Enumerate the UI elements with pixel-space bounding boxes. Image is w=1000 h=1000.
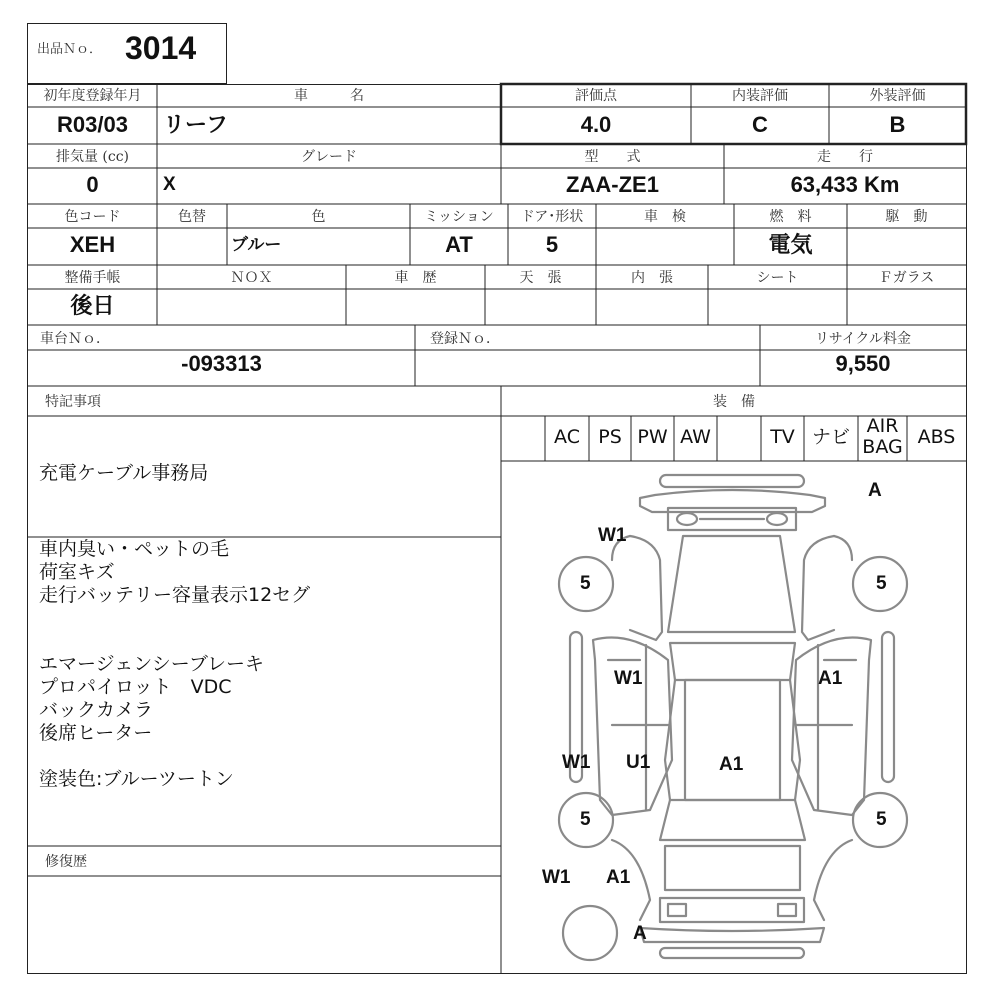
- maintenance-label: 整備手帳: [64, 270, 121, 286]
- mark-front-tire-right: 5: [876, 573, 887, 594]
- mark-rear-left-2: A1: [606, 867, 631, 888]
- color-code-value: XEH: [69, 232, 116, 257]
- mark-front-tire-left: 5: [580, 573, 591, 594]
- model-value: ZAA-ZE1: [566, 172, 659, 197]
- color-change-label: 色替: [178, 209, 206, 225]
- displacement-label: 排気量 (cc): [55, 149, 130, 165]
- door-label: ドア･形状: [520, 209, 584, 225]
- equipment-pw: PW: [637, 426, 668, 448]
- mark-front-door-right: A1: [818, 668, 843, 689]
- color-code-label: 色コード: [64, 209, 121, 225]
- notes-line: 塗装色:ブルーツートン: [39, 768, 234, 790]
- first-reg-value: R03/03: [57, 112, 128, 137]
- mark-rear-bumper: A: [633, 923, 647, 944]
- inspection-label: 車 検: [644, 209, 686, 225]
- drive-label: 駆 動: [885, 209, 928, 225]
- interior-grade-label: 内装評価: [732, 88, 788, 104]
- equipment-abs: ABS: [917, 426, 956, 448]
- mark-front-door-left: W1: [614, 668, 643, 689]
- chassis-label: 車台Ｎｏ．: [40, 331, 110, 347]
- nox-label: ＮＯＸ: [230, 270, 273, 286]
- door-value: 5: [545, 232, 559, 257]
- notes-line: 荷室キズ: [39, 561, 115, 583]
- equipment-ps: PS: [598, 426, 622, 448]
- equipment-airbag: AIR BAG: [862, 415, 903, 458]
- car-name-value: リーフ: [163, 112, 228, 137]
- exterior-grade-label: 外装評価: [869, 88, 926, 104]
- recycle-label: リサイクル料金: [814, 331, 912, 347]
- equipment-tv: TV: [770, 426, 795, 448]
- mark-rear-tire-right: 5: [876, 809, 887, 830]
- chassis-value: -093313: [181, 351, 262, 376]
- grade-label: グレード: [301, 149, 357, 165]
- mileage-label: 走 行: [817, 149, 873, 165]
- notes-label: 特記事項: [45, 394, 101, 410]
- displacement-value: 0: [86, 172, 99, 197]
- ceiling-label: 天 張: [519, 270, 562, 286]
- interior-grade-value: C: [752, 112, 768, 137]
- exterior-grade-value: B: [889, 112, 906, 137]
- grade-value: X: [163, 174, 176, 195]
- notes-line: 後席ヒーター: [39, 722, 153, 744]
- color-value: ブルー: [231, 235, 282, 254]
- repair-history-label: 修復歴: [45, 854, 87, 870]
- mission-value: AT: [445, 232, 473, 257]
- f-glass-label: Ｆガラス: [878, 270, 935, 286]
- maintenance-value: 後日: [70, 293, 115, 318]
- color-label: 色: [311, 209, 326, 225]
- equipment-navi: ナビ: [811, 426, 850, 448]
- mission-label: ミッション: [424, 209, 494, 225]
- mark-rear-quarter-left: W1: [562, 752, 591, 773]
- model-label: 型 式: [584, 149, 641, 165]
- lot-label: 出品Ｎｏ．: [37, 42, 103, 57]
- interior-lining-label: 内 張: [631, 270, 673, 286]
- seat-label: シート: [756, 270, 799, 286]
- equipment-ac: AC: [554, 426, 580, 448]
- score-value: 4.0: [580, 112, 612, 137]
- fuel-value: 電気: [768, 232, 813, 257]
- notes-line-1: 充電ケーブル事務局: [39, 462, 209, 484]
- notes-line: バックカメラ: [39, 699, 154, 721]
- mark-roof: A1: [719, 754, 744, 775]
- mileage-value: 63,433 Km: [790, 172, 900, 197]
- mark-rear-left-1: W1: [542, 867, 571, 888]
- notes-line: エマージェンシーブレーキ: [39, 653, 265, 675]
- mark-rear-tire-left: 5: [580, 809, 591, 830]
- equipment-label: 装 備: [713, 394, 755, 410]
- history-label: 車 歴: [394, 270, 437, 286]
- mark-rear-door-left: U1: [626, 752, 651, 773]
- mark-front-bumper: A: [868, 480, 882, 501]
- score-label: 評価点: [575, 88, 617, 104]
- first-reg-label: 初年度登録年月: [43, 88, 142, 104]
- lot-number: 3014: [125, 30, 197, 66]
- fuel-label: 燃 料: [769, 209, 812, 225]
- registration-label: 登録Ｎｏ．: [430, 331, 500, 347]
- notes-line: プロパイロット VDC: [39, 676, 232, 698]
- notes-line: 車内臭い・ペットの毛: [39, 538, 230, 560]
- recycle-value: 9,550: [835, 351, 891, 376]
- car-name-label: 車 名: [294, 88, 364, 104]
- mark-hood-left: W1: [598, 525, 627, 546]
- equipment-aw: AW: [680, 426, 711, 448]
- notes-line: 走行バッテリー容量表示12セグ: [39, 584, 311, 606]
